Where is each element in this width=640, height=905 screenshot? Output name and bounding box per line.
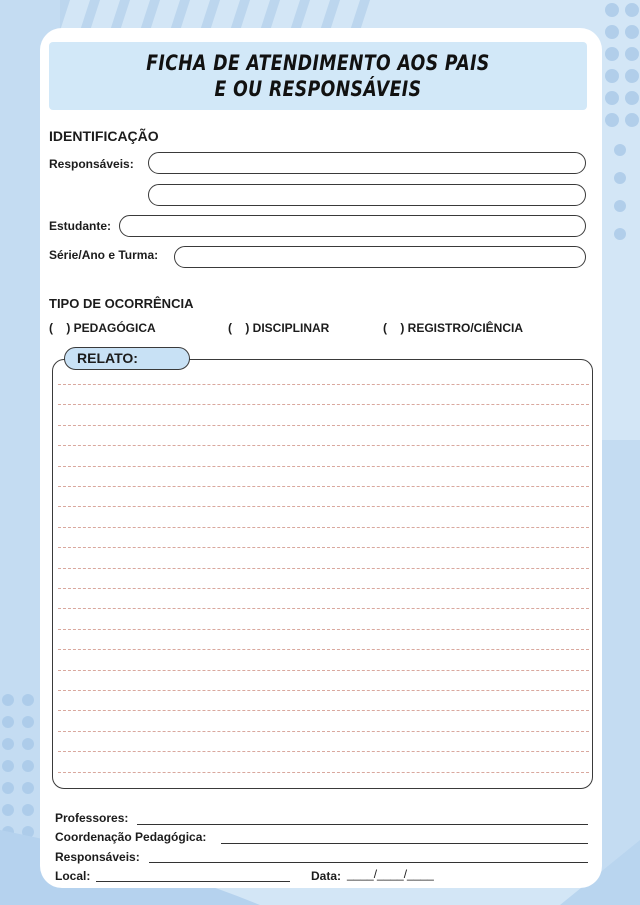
responsaveis-footer-line[interactable] <box>149 862 588 863</box>
identificacao-heading: IDENTIFICAÇÃO <box>49 128 159 144</box>
option-disciplinar[interactable]: ( ) DISCIPLINAR <box>228 321 330 335</box>
estudante-label: Estudante: <box>49 219 112 233</box>
relato-rule-line <box>58 670 589 671</box>
relato-rule-line <box>58 772 589 773</box>
responsaveis-footer-label: Responsáveis: <box>55 850 140 864</box>
relato-label: RELATO: <box>64 347 190 370</box>
relato-rule-line <box>58 425 589 426</box>
local-line[interactable] <box>96 881 290 882</box>
coordenacao-label: Coordenação Pedagógica: <box>55 830 207 844</box>
data-blank[interactable]: ____/____/____ <box>347 867 434 881</box>
ocorrencia-heading: TIPO DE OCORRÊNCIA <box>49 296 194 311</box>
local-label: Local: <box>55 869 91 883</box>
relato-rule-line <box>58 527 589 528</box>
relato-rule-line <box>58 588 589 589</box>
coordenacao-line[interactable] <box>221 843 588 844</box>
relato-area[interactable] <box>52 359 593 789</box>
relato-rule-line <box>58 608 589 609</box>
relato-rule-line <box>58 690 589 691</box>
estudante-field[interactable] <box>119 215 586 237</box>
responsaveis-field-2[interactable] <box>148 184 586 206</box>
page-title-line2: E OU RESPONSÁVEIS <box>214 77 422 101</box>
professores-line[interactable] <box>137 824 588 825</box>
relato-rule-line <box>58 445 589 446</box>
professores-label: Professores: <box>55 811 129 825</box>
relato-rule-line <box>58 466 589 467</box>
relato-rule-line <box>58 506 589 507</box>
serie-turma-label: Série/Ano e Turma: <box>49 248 159 262</box>
relato-rule-line <box>58 547 589 548</box>
relato-rule-line <box>58 486 589 487</box>
serie-turma-field[interactable] <box>174 246 586 268</box>
data-label: Data: <box>311 869 342 883</box>
relato-rule-line <box>58 384 589 385</box>
responsaveis-field-1[interactable] <box>148 152 586 174</box>
relato-rule-line <box>58 568 589 569</box>
option-pedagogica[interactable]: ( ) PEDAGÓGICA <box>49 321 156 335</box>
relato-rule-line <box>58 731 589 732</box>
relato-rule-line <box>58 404 589 405</box>
relato-rule-line <box>58 710 589 711</box>
title-band <box>49 42 587 110</box>
option-registro-ciencia[interactable]: ( ) REGISTRO/CIÊNCIA <box>383 321 524 335</box>
relato-rule-line <box>58 649 589 650</box>
relato-rule-line <box>58 751 589 752</box>
page-title-line1: FICHA DE ATENDIMENTO AOS PAIS <box>146 51 490 75</box>
relato-rule-line <box>58 629 589 630</box>
responsaveis-label: Responsáveis: <box>49 157 134 171</box>
